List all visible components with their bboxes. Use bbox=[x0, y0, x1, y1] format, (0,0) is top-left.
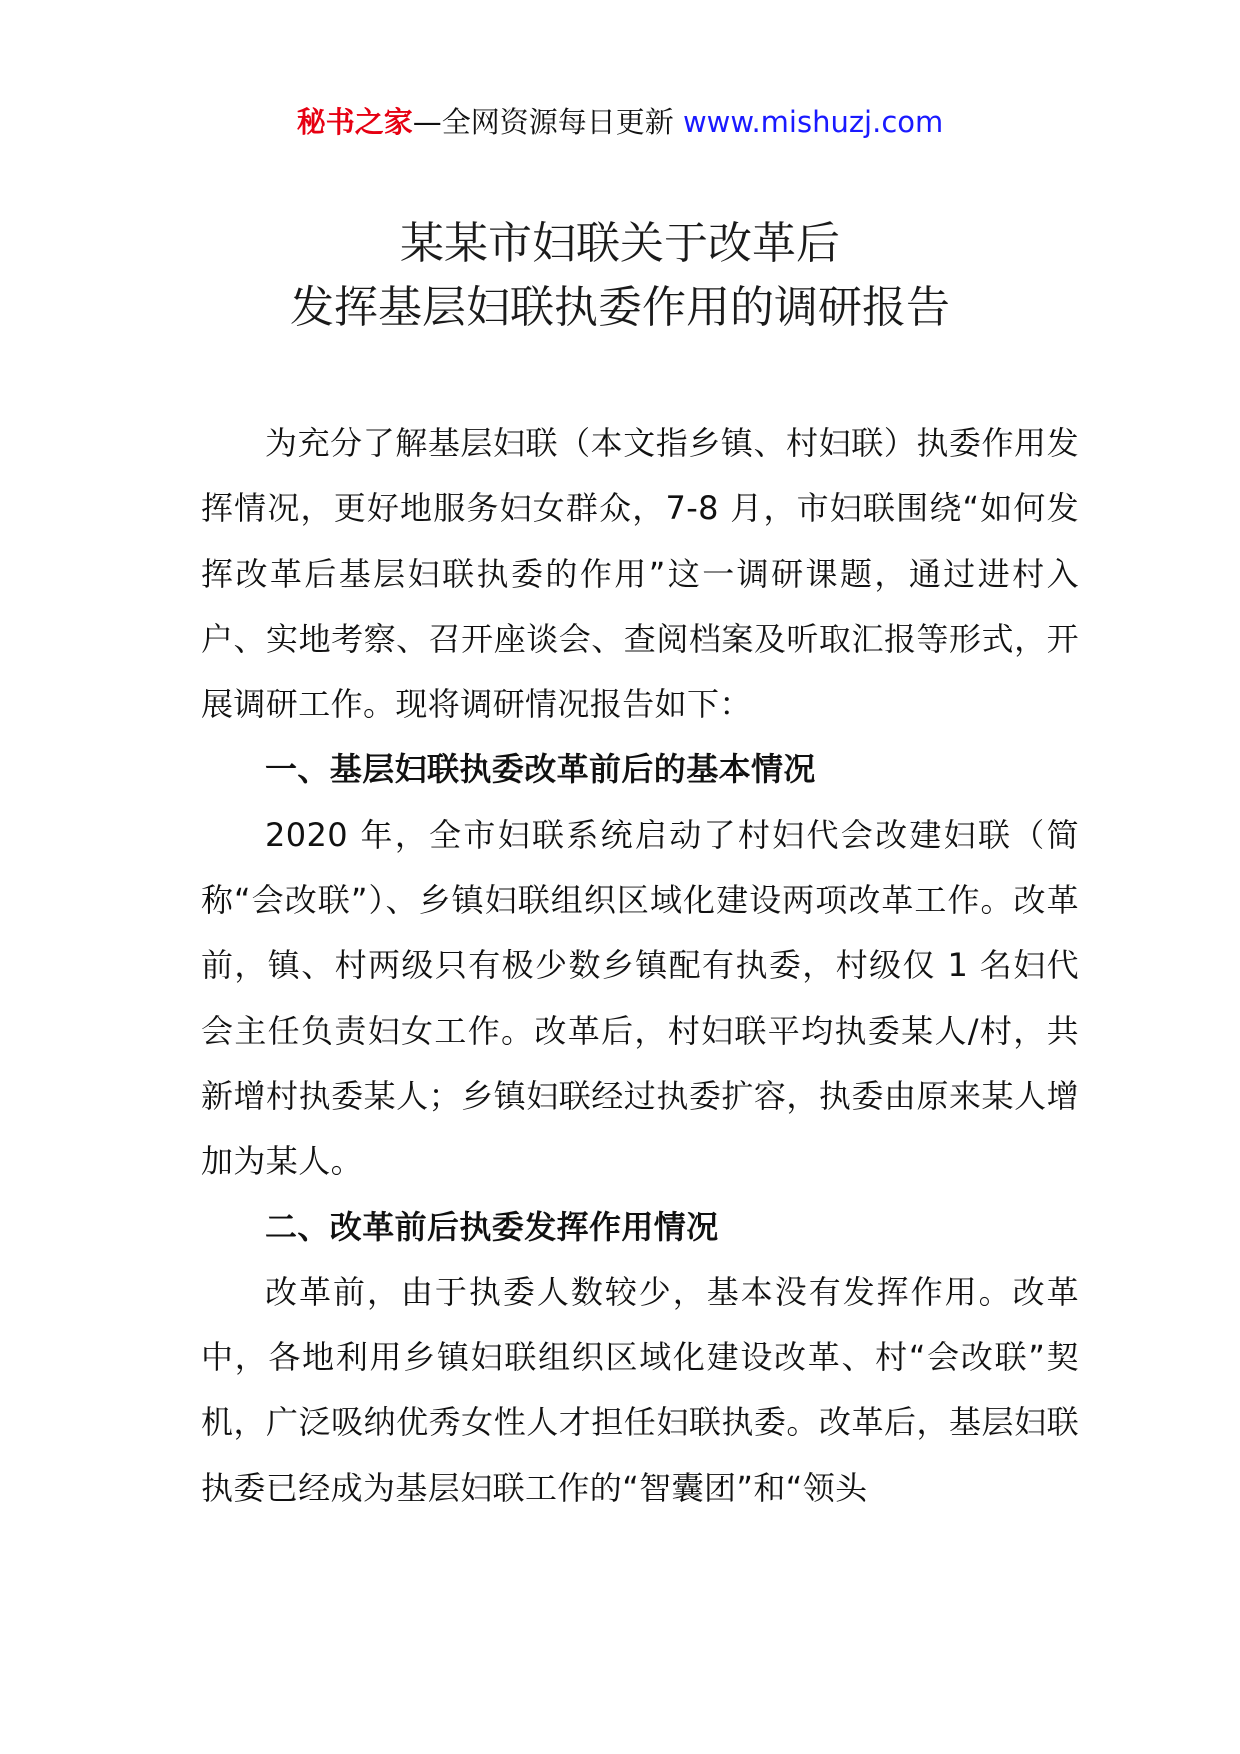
section-1-paragraph: 2020 年，全市妇联系统启动了村妇代会改建妇联（简称“会改联”）、乡镇妇联组织区域化建设两项改革工作。改革前，镇、村两级只有极少数乡镇配有执委，村级仅 1 名妇代会主任负责妇女工作。改革后，村妇联平均执委某人/村，共新增村执委某人；乡镇妇联经过执委扩容，执委由原来某人增加为某人。 bbox=[201, 815, 1079, 1181]
document-title bbox=[0, 212, 1240, 340]
section-2-paragraph: 改革前，由于执委人数较少，基本没有发挥作用。改革中，各地利用乡镇妇联组织区域化建设改革、村“会改联”契机，广泛吸纳优秀女性人才担任妇联执委。改革后，基层妇联执委已经成为基层妇联工作的“智囊团”和“领头 bbox=[201, 1272, 1079, 1507]
title-line-2: 发挥基层妇联执委作用的调研报告 bbox=[290, 282, 950, 333]
title-line-1: 某某市妇联关于改革后 bbox=[400, 218, 840, 269]
brand-name: 秘书之家 bbox=[296, 105, 413, 139]
intro-paragraph: 为充分了解基层妇联（本文指乡镇、村妇联）执委作用发挥情况，更好地服务妇女群众，7-8 月，市妇联围绕“如何发挥改革后基层妇联执委的作用”这一调研课题，通过进村入户、实地考察、召开座谈会、查阅档案及听取汇报等形式，开展调研工作。现将调研情况报告如下： bbox=[201, 424, 1079, 724]
site-url-link[interactable]: www.mishuzj.com bbox=[682, 105, 944, 139]
site-header bbox=[0, 102, 1240, 142]
header-tagline: —全网资源每日更新 bbox=[412, 105, 674, 139]
section-2-heading: 二、改革前后执委发挥作用情况 bbox=[265, 1207, 719, 1246]
section-1-heading: 一、基层妇联执委改革前后的基本情况 bbox=[265, 750, 816, 789]
document-body bbox=[201, 411, 1079, 1521]
